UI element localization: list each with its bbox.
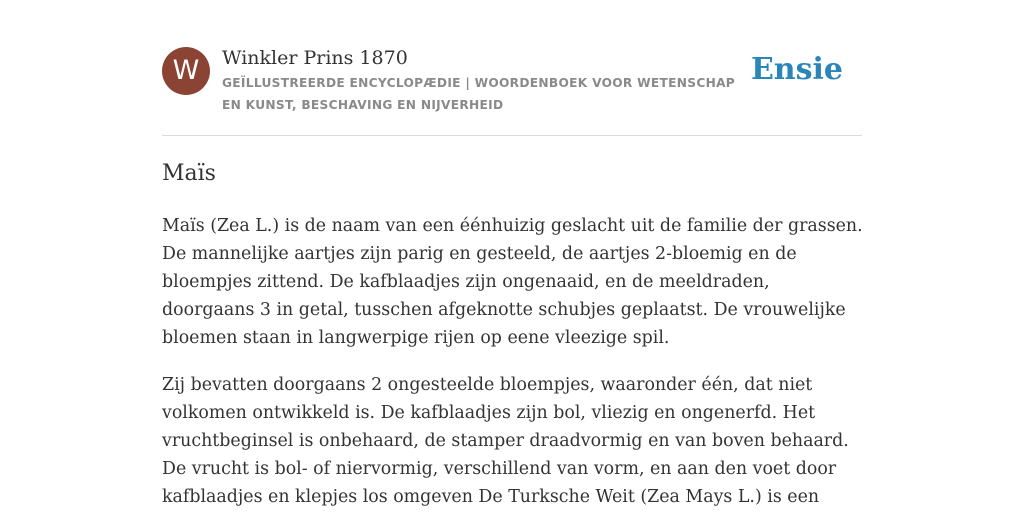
source-title[interactable]: Winkler Prins 1870 [222,47,408,69]
entry-body [162,212,867,530]
source-avatar[interactable]: W [162,47,210,95]
source-header [162,0,862,136]
source-subtitle: GEÏLLUSTREERDE ENCYCLOPÆDIE | WOORDENBOEK VOOR WETENSCHAP EN KUNST, BESCHAVING EN NIJVERHEID [222,76,736,112]
entry-paragraph: Maïs (Zea L.) is de naam van een éénhuizig geslacht uit de familie der grassen. De mannelijke aartjes zijn parig en gesteeld, de aartjes 2-bloemig en de bloempjes zittend. De kafblaadjes zijn ongenaaid, en de meeldraden, doorgaans 3 in getal, tusschen afgeknotte schubjes geplaatst. De vrouwelijke bloemen staan in langwerpige rijen op eene vleezige spil. [162,216,863,348]
entry-title: Maïs [162,161,216,186]
brand-logo[interactable]: Ensie [750,52,843,87]
entry-paragraph: Zij bevatten doorgaans 2 ongesteelde bloempjes, waaronder één, dat niet volkomen ontwikkeld is. De kafblaadjes zijn bol, vliezig en ongenerfd. Het vruchtbeginsel is onbehaard, de stamper draadvormig en van boven behaard. De vrucht is bol- of niervormig, verschillend van vorm, en aan den voet door kafblaadjes en klepjes los omgeven De Turksche Weit (Zea Mays L.) is een [162,375,849,507]
page [162,0,863,507]
